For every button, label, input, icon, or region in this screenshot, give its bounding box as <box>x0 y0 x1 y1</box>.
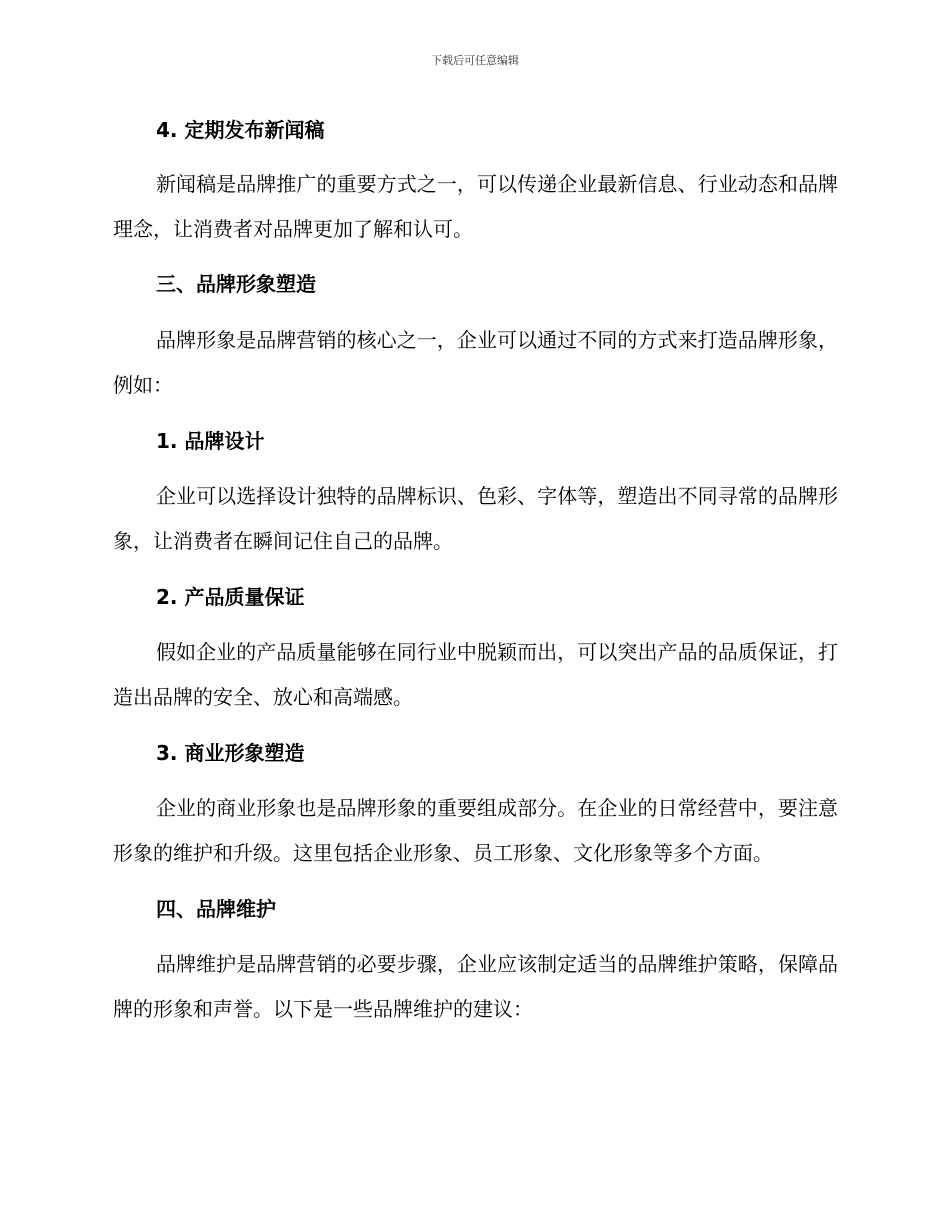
document-body <box>113 110 838 1032</box>
section-heading: 四、品牌维护 <box>156 897 276 921</box>
section-heading: 3. 商业形象塑造 <box>156 741 305 765</box>
section-paragraph: 新闻稿是品牌推广的重要方式之一，可以传递企业最新信息、行业动态和品牌理念，让消费者对品牌更加了解和认可。 <box>113 172 838 241</box>
section-heading: 4. 定期发布新闻稿 <box>156 118 325 142</box>
section-paragraph: 品牌形象是品牌营销的核心之一，企业可以通过不同的方式来打造品牌形象，例如： <box>113 328 838 397</box>
section-paragraph: 企业可以选择设计独特的品牌标识、色彩、字体等，塑造出不同寻常的品牌形象，让消费者在瞬间记住自己的品牌。 <box>113 484 838 553</box>
section-paragraph: 假如企业的产品质量能够在同行业中脱颖而出，可以突出产品的品质保证，打造出品牌的安全、放心和高端感。 <box>113 640 838 709</box>
section-heading: 1. 品牌设计 <box>156 429 265 453</box>
section-paragraph: 品牌维护是品牌营销的必要步骤，企业应该制定适当的品牌维护策略，保障品牌的形象和声誉。以下是一些品牌维护的建议： <box>113 952 838 1021</box>
section-paragraph: 企业的商业形象也是品牌形象的重要组成部分。在企业的日常经营中，要注意形象的维护和升级。这里包括企业形象、员工形象、文化形象等多个方面。 <box>113 796 838 865</box>
header-watermark: 下载后可任意编辑 <box>431 54 519 67</box>
section-heading: 三、品牌形象塑造 <box>156 272 316 296</box>
section-heading: 2. 产品质量保证 <box>156 585 305 609</box>
